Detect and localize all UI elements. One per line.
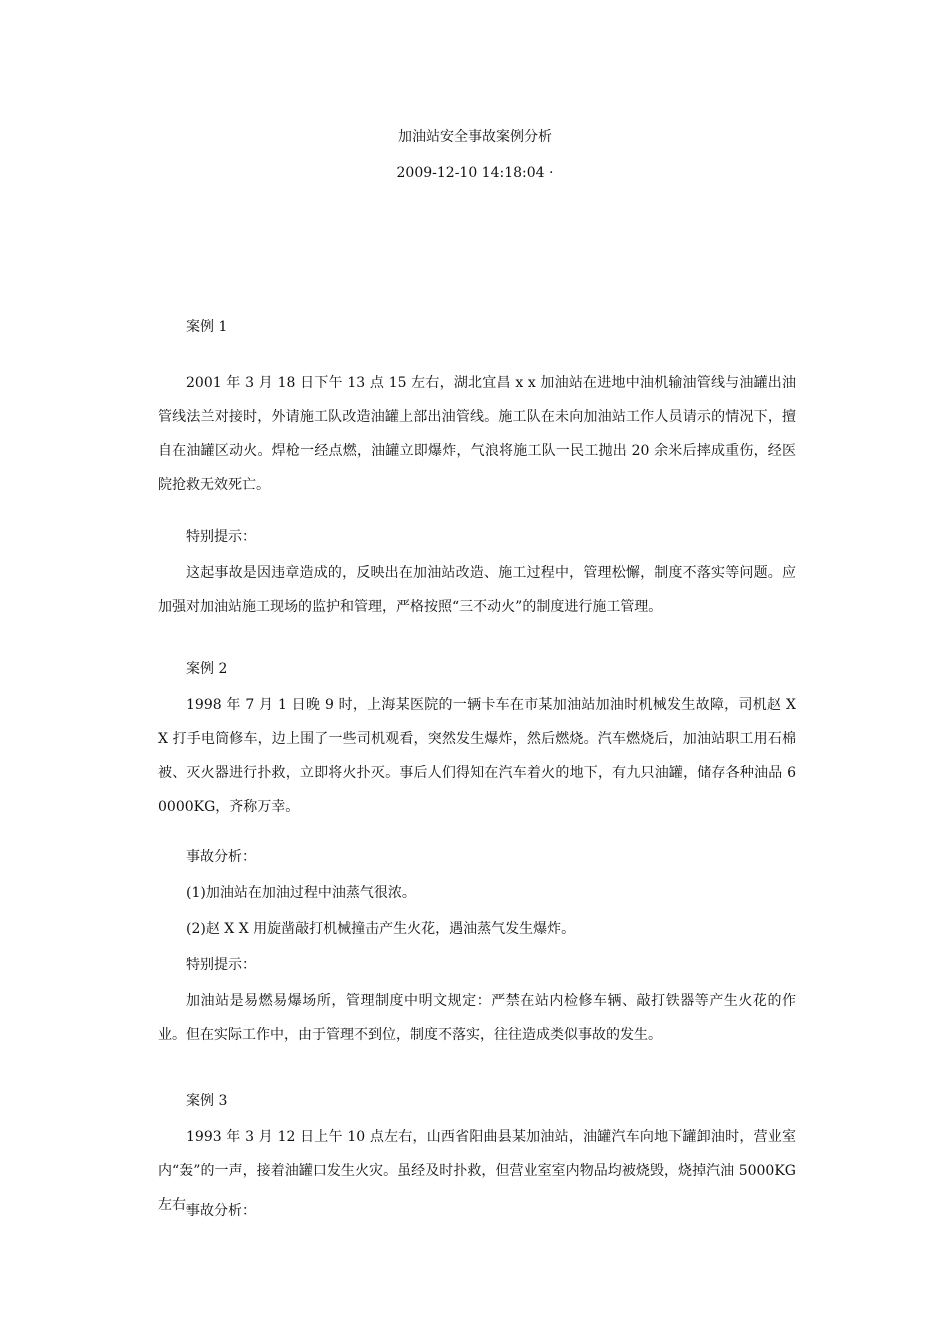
case3-heading: 案例 3 xyxy=(186,1093,228,1109)
case2-analysis-1: (1)加油站在加油过程中油蒸气很浓。 xyxy=(186,885,416,901)
case1-story: 2001 年 3 月 18 日下午 13 点 15 左右，湖北宜昌 x x 加油站在进地中油机输油管线与油罐出油管线法兰对接时，外请施工队改造油罐上部出油管线。施工队在未向加油站工作人员请示的情况下，擅自在油罐区动火。焊枪一经点燃，油罐立即爆炸，气浪将施工队一民工抛出 20 余米后摔成重伤，经医院抢救无效死亡。 xyxy=(158,375,796,493)
case2-tip-label: 特别提示： xyxy=(186,957,256,973)
case2-tip: 加油站是易燃易爆场所，管理制度中明文规定：严禁在站内检修车辆、敲打铁器等产生火花的作业。但在实际工作中，由于管理不到位，制度不落实，往往造成类似事故的发生。 xyxy=(158,993,796,1043)
case2-story: 1998 年 7 月 1 日晚 9 时，上海某医院的一辆卡车在市某加油站加油时机械发生故障，司机赵 X X 打手电筒修车，边上围了一些司机观看，突然发生爆炸，然后燃烧。汽车燃烧后，加油站职工用石棉被、灭火器进行扑救，立即将火扑灭。事后人们得知在汽车着火的地下，有九只油罐，储存各种油品 60000KG，齐称万幸。 xyxy=(158,697,796,815)
case1-tip: 这起事故是因违章造成的，反映出在加油站改造、施工过程中，管理松懈，制度不落实等问题。应加强对加油站施工现场的监护和管理，严格按照“三不动火”的制度进行施工管理。 xyxy=(158,565,796,615)
document-title: 加油站安全事故案例分析 xyxy=(398,129,552,145)
case3-story: 1993 年 3 月 12 日上午 10 点左右，山西省阳曲县某加油站，油罐汽车向地下罐卸油时，营业室内“轰”的一声，接着油罐口发生火灾。虽经及时扑救，但营业室室内物品均被烧毁，烧掉汽油 5000KG 左右。 xyxy=(158,1129,796,1213)
case1-tip-label: 特别提示： xyxy=(186,529,256,545)
case2-analysis-label: 事故分析： xyxy=(186,849,256,865)
case3-analysis-label: 事故分析： xyxy=(186,1203,256,1219)
case2-heading: 案例 2 xyxy=(186,661,228,677)
case1-heading: 案例 1 xyxy=(186,319,228,335)
document-date: 2009-12-10 14:18:04 · xyxy=(396,165,554,181)
case2-analysis-2: (2)赵 X X 用旋凿敲打机械撞击产生火花，遇油蒸气发生爆炸。 xyxy=(186,921,576,937)
